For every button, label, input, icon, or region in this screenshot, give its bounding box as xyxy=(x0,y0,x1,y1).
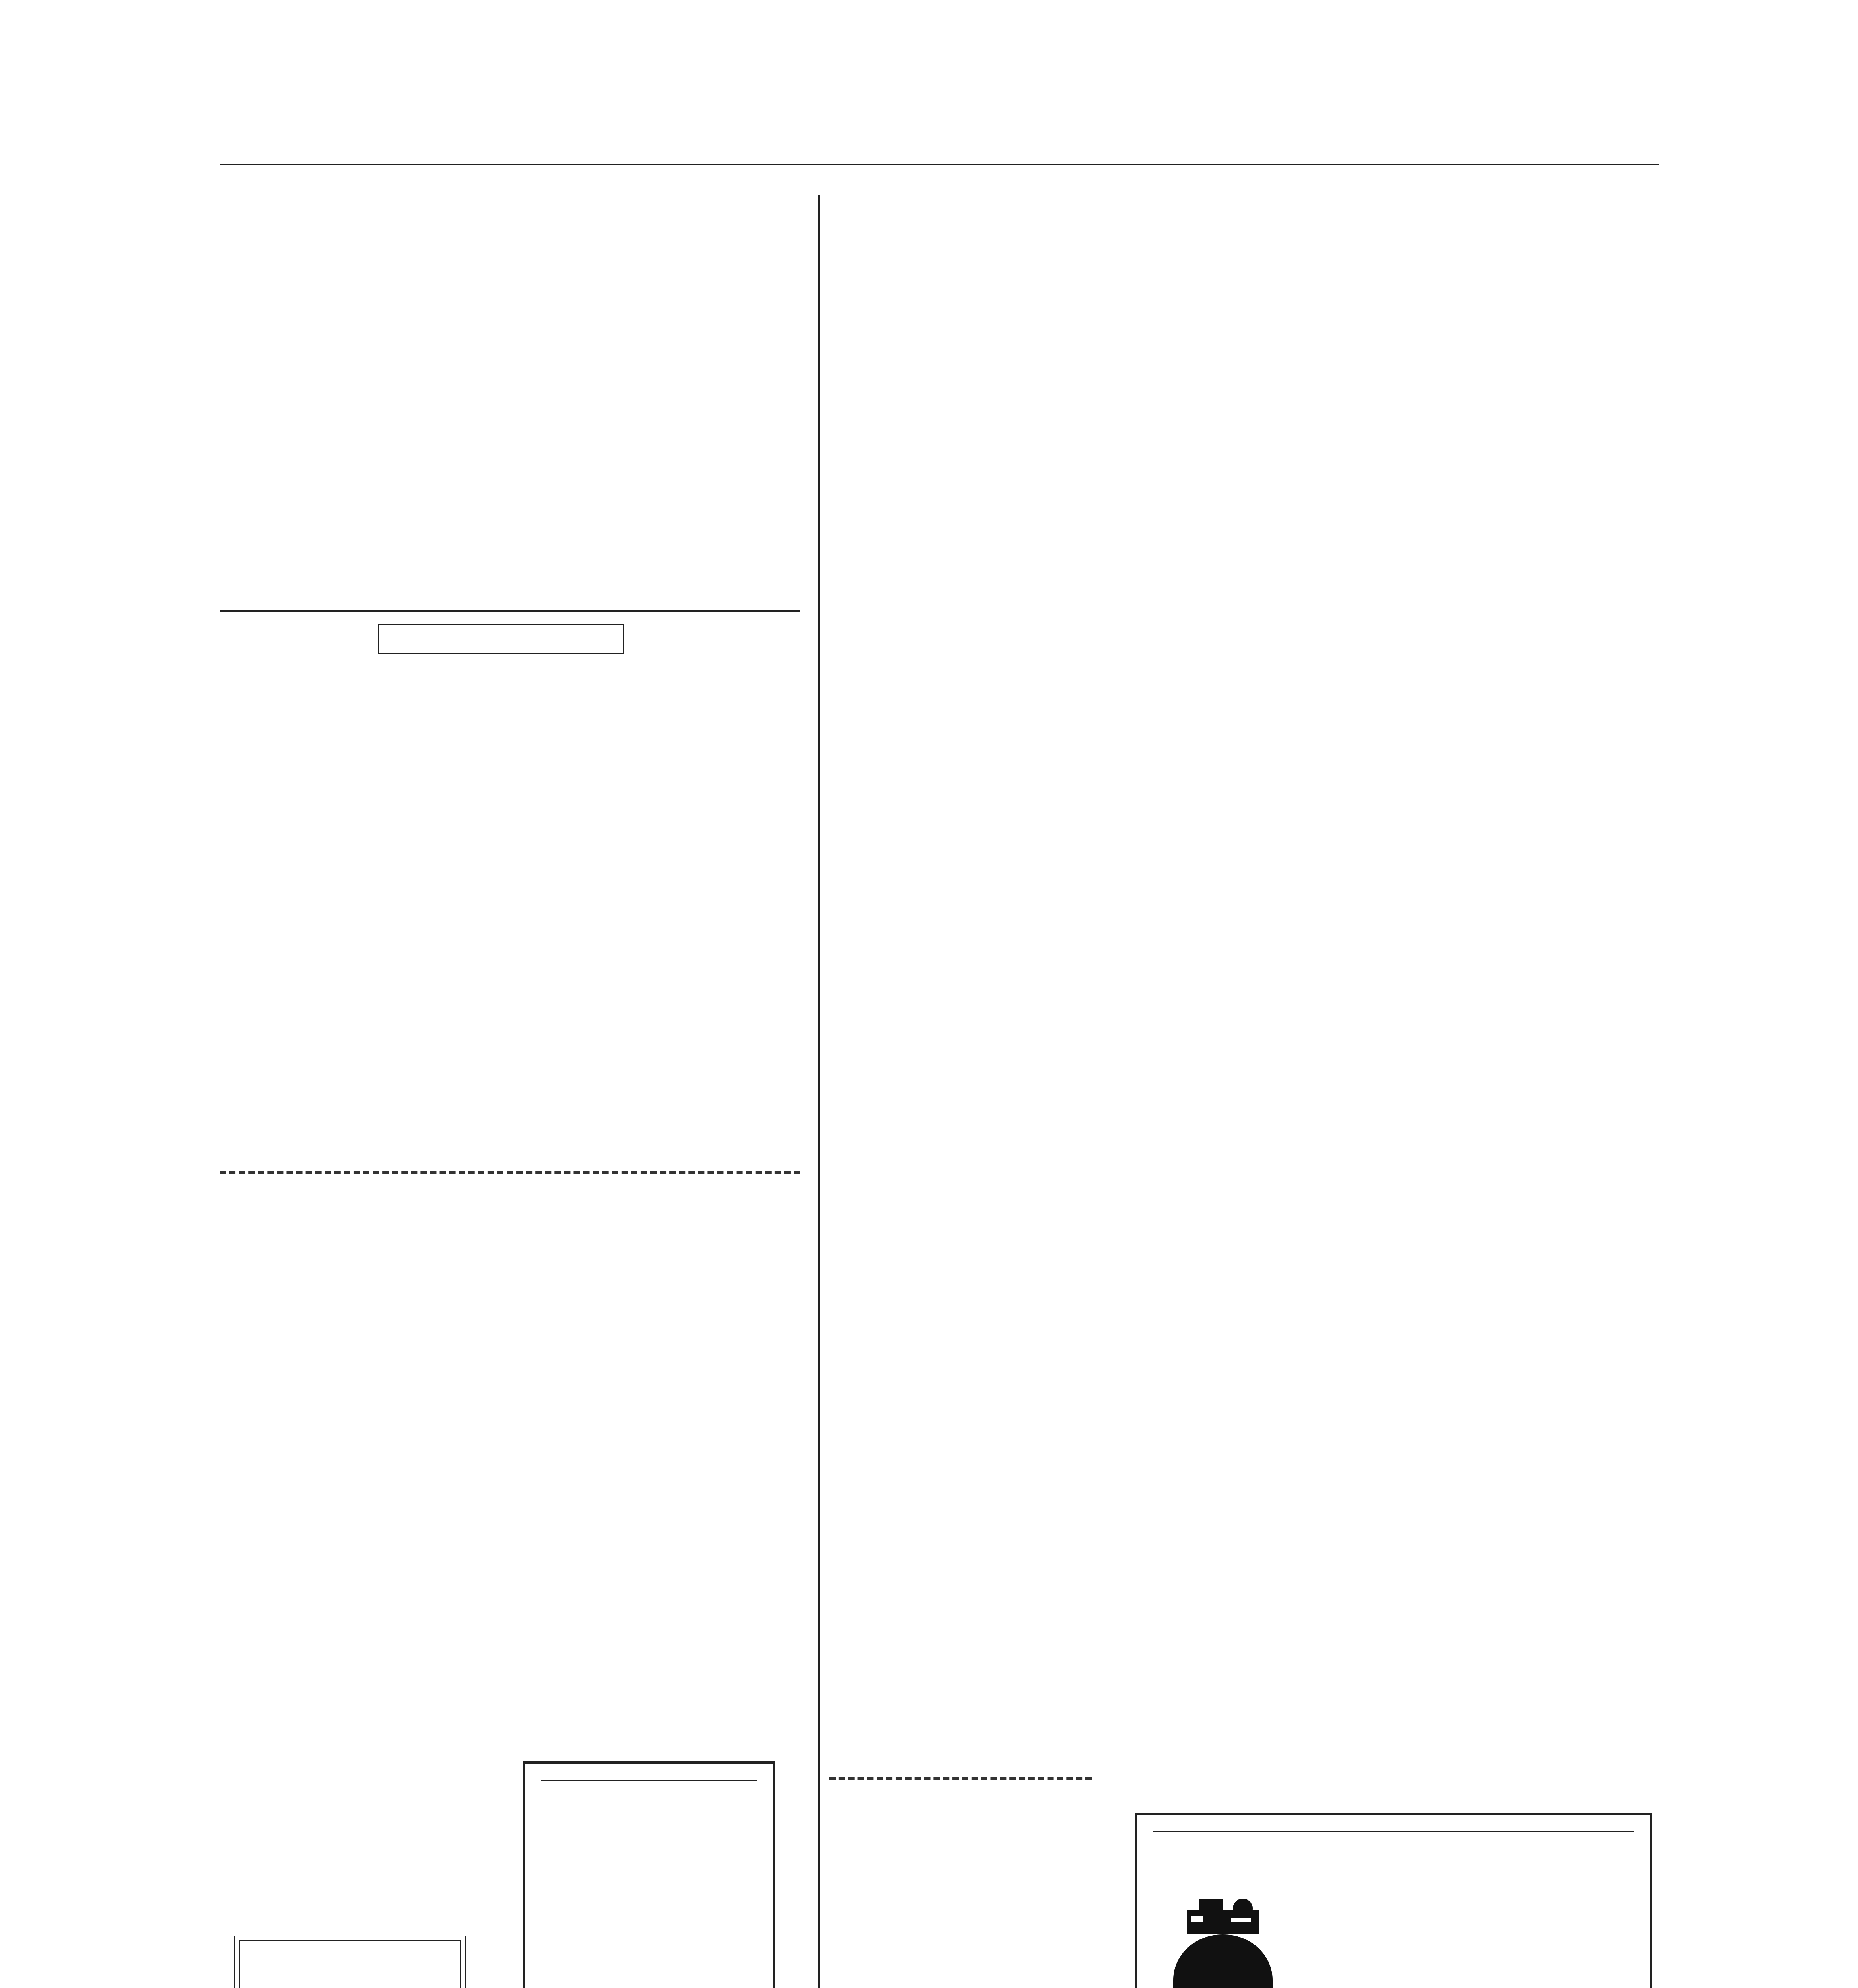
noite-roxa-ad xyxy=(523,1761,775,1988)
juan-intro-col1 xyxy=(220,195,492,509)
critica-note xyxy=(239,1940,461,1988)
poesia-col1 xyxy=(220,1288,492,1924)
juan-bottom-divider xyxy=(220,1171,800,1174)
critica-note-text xyxy=(240,1941,460,1965)
lisboa-col xyxy=(1125,1089,1364,1757)
editora-logo xyxy=(1165,1895,1281,1988)
logo-badge xyxy=(1173,1934,1273,1988)
poesia-col2 xyxy=(525,1268,797,1745)
depoem-col xyxy=(829,374,1092,1769)
juan-body-col2 xyxy=(525,672,797,1161)
juan-body-col1 xyxy=(220,672,492,1161)
author-box xyxy=(378,624,624,654)
column-divider xyxy=(818,195,820,1988)
printing-press-icon xyxy=(1183,1895,1263,1938)
header-rule xyxy=(220,164,1659,165)
editora-ad xyxy=(1135,1813,1652,1988)
localismo-col xyxy=(829,1829,1092,1988)
atomo-col xyxy=(1392,320,1659,1759)
juan-title-rule xyxy=(220,610,800,612)
juan-intro-col2 xyxy=(525,195,797,509)
mercados-col xyxy=(1125,217,1364,889)
depoem-divider xyxy=(829,1777,1092,1780)
